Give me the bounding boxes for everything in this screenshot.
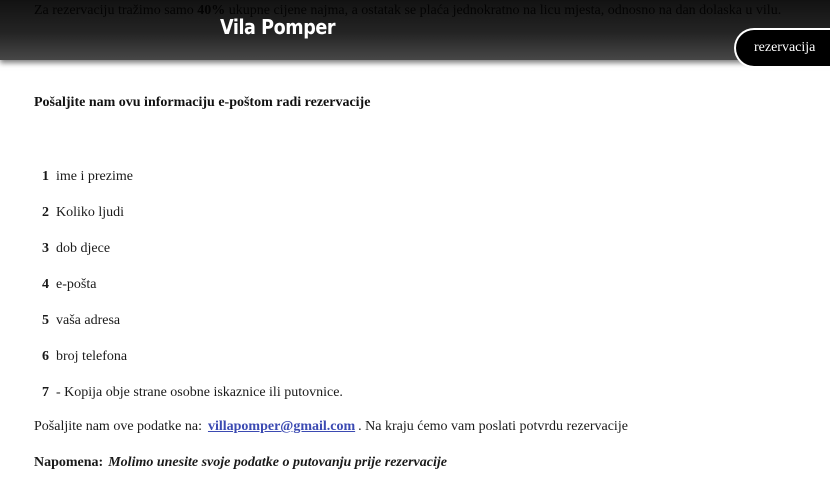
item-number: 2 [42, 205, 49, 220]
send-suffix: . Na kraju ćemo vam poslati potvrdu rezervacije [358, 419, 628, 434]
item-label: broj telefona [56, 349, 128, 364]
email-link[interactable]: villapomper@gmail.com [207, 419, 356, 434]
item-label: vaša adresa [56, 313, 121, 328]
reservation-button[interactable]: rezervacija [734, 28, 830, 68]
item-number: 3 [42, 241, 49, 256]
list-item [42, 312, 343, 348]
required-info-list [42, 168, 343, 420]
list-item [42, 348, 343, 384]
note-label: Napomena: [34, 455, 104, 470]
site-header [0, 0, 830, 60]
item-label: dob djece [56, 241, 111, 256]
send-prefix: Pošaljite nam ove podatke na: [34, 419, 202, 434]
list-item [42, 204, 343, 240]
item-number: 5 [42, 313, 49, 328]
item-label: Koliko ljudi [56, 205, 125, 220]
note-text: Molimo unesite svoje podatke o putovanju prije rezervacije [108, 455, 447, 470]
site-logo-text[interactable]: Vila Pomper [220, 15, 336, 39]
item-number: 4 [42, 277, 49, 292]
item-number: 6 [42, 349, 49, 364]
list-item [42, 168, 343, 204]
item-number: 7 [42, 385, 49, 400]
list-item [42, 276, 343, 312]
list-item [42, 240, 343, 276]
item-label: e-pošta [56, 277, 97, 292]
section-heading: Pošaljite nam ovu informaciju e-poštom radi rezervacije [34, 95, 371, 110]
list-item [42, 384, 343, 420]
item-label: - Kopija obje strane osobne iskaznice ili putovnice. [56, 385, 343, 400]
note-line [34, 455, 447, 471]
send-instructions [34, 419, 628, 435]
item-number: 1 [42, 169, 49, 184]
item-label: ime i prezime [56, 169, 133, 184]
